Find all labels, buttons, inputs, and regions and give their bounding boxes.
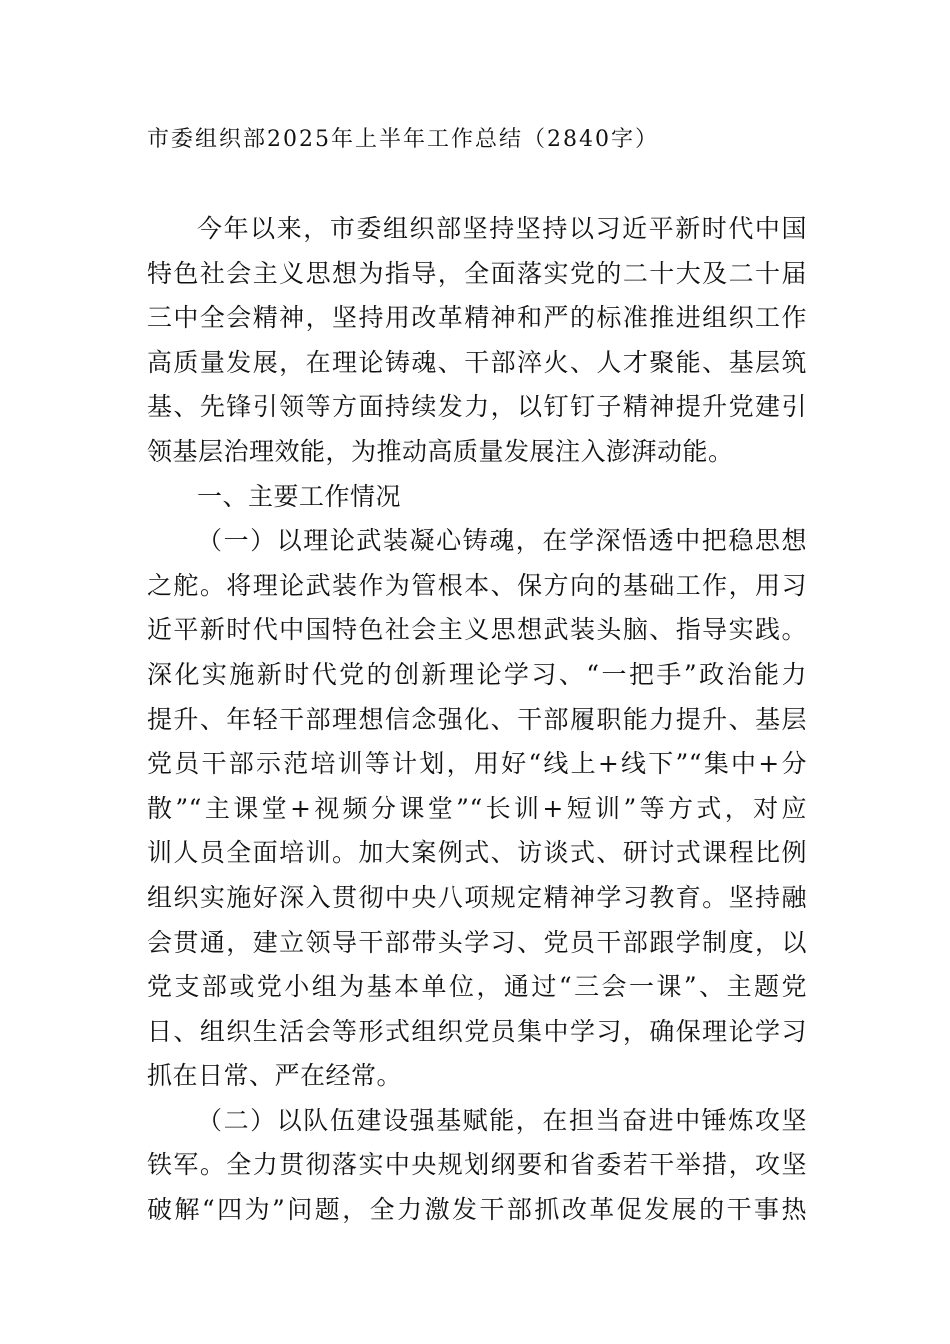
document-body xyxy=(147,207,807,1233)
paragraph-line: 近平新时代中国特色社会主义思想武装头脑、指导实践。 xyxy=(147,615,807,645)
paragraph-line: 会贯通，建立领导干部带头学习、党员干部跟学制度，以 xyxy=(147,927,807,957)
paragraph-line: 今年以来，市委组织部坚持坚持以习近平新时代中国 xyxy=(197,214,807,243)
paragraph-line: 特色社会主义思想为指导，全面落实党的二十大及二十届 xyxy=(147,258,807,288)
paragraph-line: 日、组织生活会等形式组织党员集中学习，确保理论学习 xyxy=(147,1016,807,1046)
paragraph-line: 领基层治理效能，为推动高质量发展注入澎湃动能。 xyxy=(147,436,734,466)
document-title: 市委组织部2025年上半年工作总结（2840字） xyxy=(147,127,659,152)
paragraph-line: 铁军。全力贯彻落实中央规划纲要和省委若干举措，攻坚 xyxy=(147,1150,807,1180)
paragraph-line: 党员干部示范培训等计划，用好“线上+线下”“集中+分 xyxy=(147,749,807,779)
paragraph-line: 三中全会精神，坚持用改革精神和严的标准推进组织工作 xyxy=(147,303,807,333)
paragraph-line: 深化实施新时代党的创新理论学习、“一把手”政治能力 xyxy=(147,659,807,689)
paragraph-line: 基、先锋引领等方面持续发力，以钉钉子精神提升党建引 xyxy=(147,392,807,422)
paragraph-line: 散”“主课堂+视频分课堂”“长训+短训”等方式，对应 xyxy=(147,793,807,823)
paragraph-line: 党支部或党小组为基本单位，通过“三会一课”、主题党 xyxy=(147,972,807,1002)
paragraph-line: 抓在日常、严在经常。 xyxy=(147,1061,403,1091)
paragraph-line: 训人员全面培训。加大案例式、访谈式、研讨式课程比例 xyxy=(147,838,807,868)
paragraph-line: （一）以理论武装凝心铸魂，在学深悟透中把稳思想 xyxy=(197,526,807,556)
paragraph-line: 高质量发展，在理论铸魂、干部淬火、人才聚能、基层筑 xyxy=(147,347,807,377)
paragraph-line: 组织实施好深入贯彻中央八项规定精神学习教育。坚持融 xyxy=(147,882,807,912)
paragraph-line: 破解“四为”问题，全力激发干部抓改革促发展的干事热 xyxy=(147,1195,807,1225)
paragraph-line: （二）以队伍建设强基赋能，在担当奋进中锤炼攻坚 xyxy=(197,1105,807,1135)
paragraph-line: 提升、年轻干部理想信念强化、干部履职能力提升、基层 xyxy=(147,704,807,734)
paragraph-line: 之舵。将理论武装作为管根本、保方向的基础工作，用习 xyxy=(147,570,807,600)
section-heading: 一、主要工作情况 xyxy=(197,481,402,511)
